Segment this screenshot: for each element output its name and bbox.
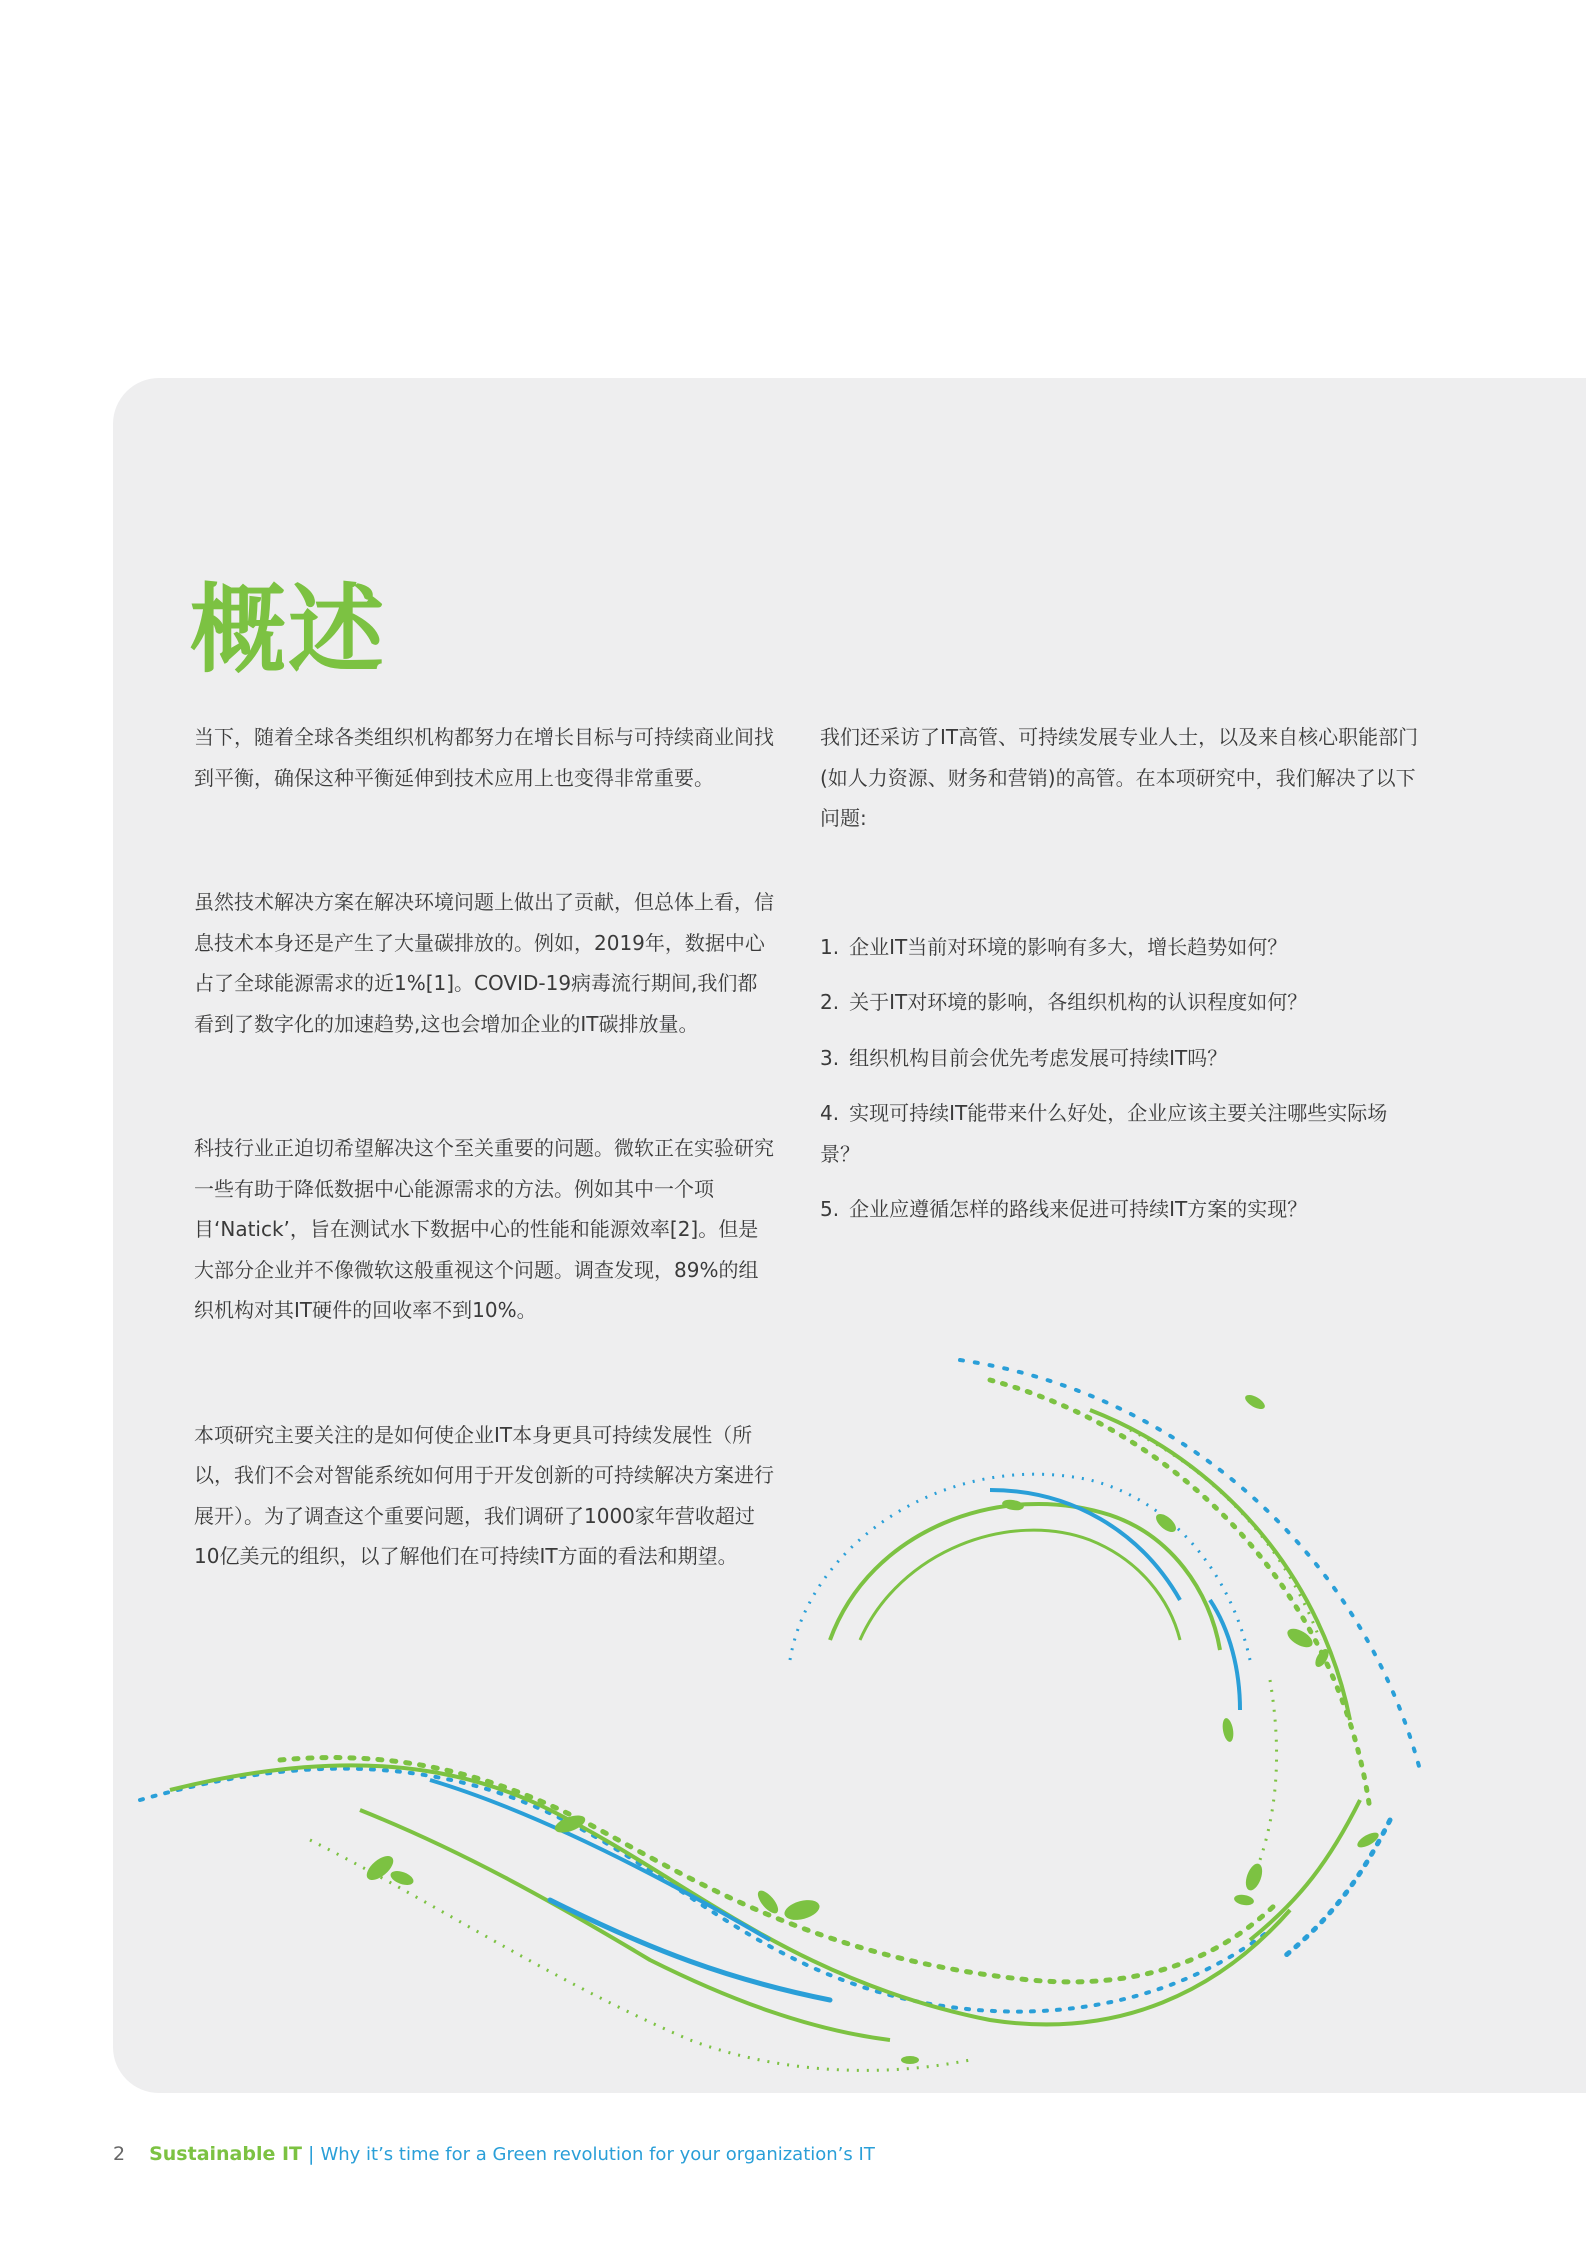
decorative-wave	[170, 1765, 1290, 2024]
decorative-arc	[860, 1530, 1180, 1640]
leaf-icon	[1153, 1511, 1179, 1536]
question-number: 2.	[820, 990, 840, 1014]
decorative-wave	[140, 1769, 1270, 2012]
green-swirl-illustration	[130, 1340, 1450, 2080]
footer-separator: |	[308, 2143, 315, 2165]
paragraph-interviews: 我们还采访了IT高管、可持续发展专业人士，以及来自核心职能部门(如人力资源、财务和营销)的高管。在本项研究中，我们解决了以下问题:	[820, 725, 1419, 830]
question-number: 3.	[820, 1045, 840, 1070]
question-number: 1.	[820, 934, 840, 959]
leaf-icon	[782, 1897, 821, 1924]
question-text: 关于IT对环境的影响，各组织机构的认识程度如何？	[849, 990, 1308, 1014]
right-column	[820, 717, 1420, 1245]
page-footer	[113, 2141, 875, 2168]
question-text: 企业IT当前对环境的影响有多大，增长趋势如何？	[849, 934, 1288, 959]
leaf-icon	[389, 1868, 416, 1887]
page-title: 概述	[190, 574, 386, 686]
paragraph-emissions: 虽然技术解决方案在解决环境问题上做出了贡献，但总体上看，信息技术本身还是产生了大量碳排放的。例如，2019年，数据中心占了全球能源需求的近1%[1]。COVID-19病毒流行期间,我们都看到了数字化的加速趋势,这也会增加企业的IT碳排放量。	[194, 890, 774, 1036]
decorative-wave	[280, 1758, 1280, 1982]
decorative-arc	[1130, 1430, 1320, 1640]
question-text: 实现可持续IT能带来什么好处，企业应该主要关注哪些实际场景？	[820, 1101, 1388, 1166]
decorative-arc	[1090, 1410, 1350, 1720]
leaf-icon	[1233, 1893, 1254, 1906]
leaf-icon	[1243, 1392, 1267, 1412]
question-number: 5.	[820, 1197, 840, 1221]
question-item	[820, 982, 1420, 1023]
question-item	[820, 1093, 1420, 1174]
footer-subtitle: Why it’s time for a Green revolution for your organization’s IT	[320, 2144, 875, 2165]
leaf-icon	[363, 1852, 398, 1885]
question-text: 组织机构目前会优先考虑发展可持续IT吗？	[849, 1045, 1228, 1070]
leaf-icon	[1221, 1717, 1235, 1742]
question-text: 企业应遵循怎样的路线来促进可持续IT方案的实现？	[849, 1197, 1308, 1221]
footer-brand: Sustainable IT	[149, 2143, 303, 2165]
paragraph-microsoft: 科技行业正迫切希望解决这个至关重要的问题。微软正在实验研究一些有助于降低数据中心能源需求的方法。例如其中一个项目‘Natick’，旨在测试水下数据中心的性能和能源效率[2]。但是大部分企业并不像微软这般重视这个问题。调查发现，89%的组织机构对其IT硬件的回收率不到10%。	[194, 1136, 774, 1322]
question-item	[820, 1038, 1420, 1079]
decorative-arc	[990, 1380, 1370, 1810]
decorative-arc	[1210, 1600, 1240, 1710]
decorative-arc	[960, 1360, 1420, 1770]
decorative-arc	[1250, 1800, 1360, 1940]
decorative-wave	[430, 1780, 770, 1940]
leaf-icon	[1001, 1498, 1024, 1512]
leaf-icon	[1243, 1861, 1266, 1892]
question-number: 4.	[820, 1101, 840, 1125]
question-item	[820, 927, 1420, 968]
question-item	[820, 1189, 1420, 1230]
leaf-icon	[901, 2056, 919, 2064]
page-number: 2	[113, 2143, 126, 2165]
decorative-arc	[1260, 1680, 1277, 1860]
question-list	[820, 927, 1420, 1230]
paragraph-intro: 当下，随着全球各类组织机构都努力在增长目标与可持续商业间找到平衡，确保这种平衡延伸到技术应用上也变得非常重要。	[194, 725, 774, 790]
paragraph-research-focus: 本项研究主要关注的是如何使企业IT本身更具可持续发展性（所以，我们不会对智能系统如何用于开发创新的可持续解决方案进行展开）。为了调查这个重要问题，我们调研了1000家年营收超过10亿美元的组织，以了解他们在可持续IT方面的看法和期望。	[194, 1422, 774, 1568]
